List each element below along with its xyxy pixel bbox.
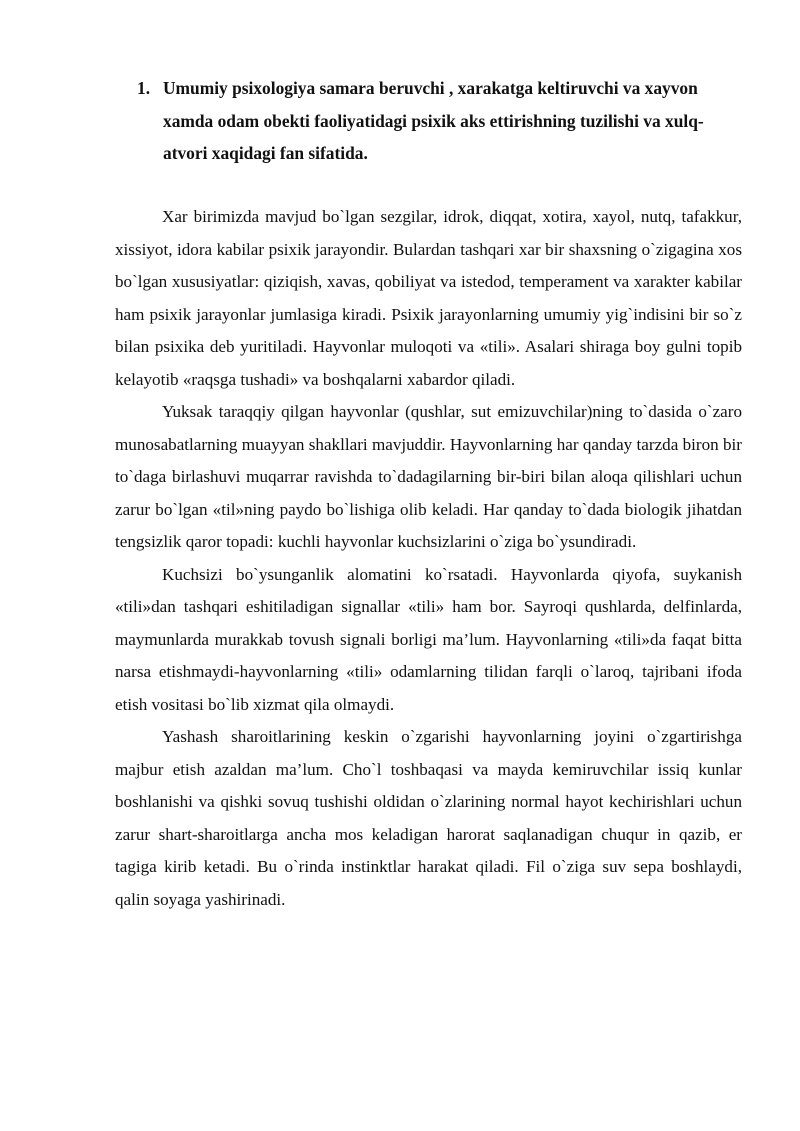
paragraph: Yashash sharoitlarining keskin o`zgarishi hayvonlarning joyini o`zgartirishga majbur etish azaldan ma’lum. Cho`l toshbaqasi va mayda kemiruvchilar issiq kunlar boshlanishi va qishki sovuq tushishi oldidan o`zlarining normal hayot kechirishlari uchun zarur shart-sharoitlarga ancha mos keladigan harorat saqlanadigan chuqur in qazib, er tagiga kirib ketadi. Bu o`rinda instinktlar harakat qiladi. Fil o`ziga suv sepa boshlaydi, qalin soyaga yashirinadi. [115, 727, 742, 909]
body-text [115, 201, 742, 916]
paragraph: Yuksak taraqqiy qilgan hayvonlar (qushlar, sut emizuvchilar)ning to`dasida o`zaro munosabatlarning muayyan shakllari mavjuddir. Hayvonlarning har qanday tarzda biron bir to`daga birlashuvi muqarrar ravishda to`dadagilarning bir-biri bilan aloqa qilishlari uchun zarur bo`lgan «til»ning paydo bo`lishiga olib keladi. Har qanday to`dada biologik jihatdan tengsizlik qaror topadi: kuchli hayvonlar kuchsizlarini o`ziga bo`ysundiradi. [115, 402, 742, 551]
paragraph: Kuchsizi bo`ysunganlik alomatini ko`rsatadi. Hayvonlarda qiyofa, suykanish «tili»dan tashqari eshitiladigan signallar «tili» ham bor. Sayroqi qushlarda, delfinlarda, maymunlarda murakkab tovush signali borligi ma’lum. Hayvonlarning «tili»da faqat bitta narsa etishmaydi-hayvonlarning «tili» odamlarning tilidan farqli o`laroq, tajribani ifoda etish vositasi bo`lib xizmat qila olmaydi. [115, 564, 742, 714]
heading-text: Umumiy psixologiya samara beruvchi , xarakatga keltiruvchi va xayvon xamda odam obekti faoliyatidagi psixik aks ettirishning tuzilishi va xulq-atvori xaqidagi fan sifatida. [163, 78, 704, 163]
heading-number: 1. [137, 78, 151, 98]
paragraph: Xar birimizda mavjud bo`lgan sezgilar, idrok, diqqat, xotira, xayol, nutq, tafakkur, xissiyot, idora kabilar psixik jarayondir. Bulardan tashqari xar bir shaxsning o`zigagina xos bo`lgan xususiyatlar: qiziqish, xavas, qobiliyat va istedod, temperament va xarakter kabilar ham psixik jarayonlar jumlasiga kiradi. Psixik jarayonlarning umumiy yig`indisini bir so`z bilan psixika deb yuritiladi. Hayvonlar muloqoti va «tili». Asalari shiraga boy gulni topib kelayotib «raqsga tushadi» va boshqalarni xabardor qiladi. [115, 207, 742, 389]
section-heading [137, 72, 747, 170]
